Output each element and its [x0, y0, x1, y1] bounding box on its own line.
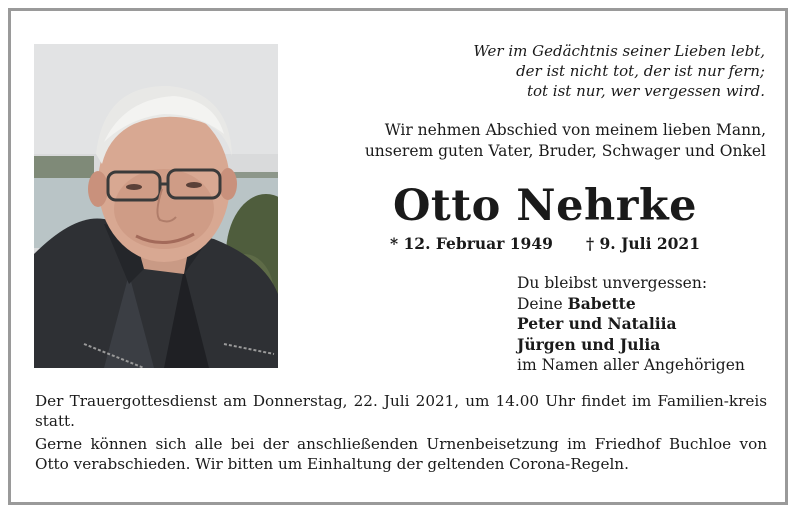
mourners-list: [517, 273, 777, 376]
notice-paragraph: Gerne können sich alle bei der anschließenden Urnenbeisetzung im Friedhof Buchloe von Otto verabschieden. Wir bitten um Einhaltung der geltenden Corona-Regeln.: [35, 435, 767, 473]
mourner-name: Babette: [567, 293, 636, 313]
quote-line: der ist nicht tot, der ist nur fern;: [516, 62, 765, 80]
mourner-line: Jürgen und Julia: [517, 334, 661, 354]
mourners-closing: im Namen aller Angehörigen: [517, 356, 745, 374]
portrait-photo: [34, 44, 278, 368]
mourner-line: Peter und Nataliia: [517, 314, 677, 333]
mourner-prefix: Deine: [517, 294, 563, 313]
service-notice: [35, 392, 767, 478]
death-date: † 9. Juli 2021: [586, 234, 700, 253]
intro-line: Wir nehmen Abschied von meinem lieben Mann,: [384, 121, 766, 139]
quote-line: tot ist nur, wer vergessen wird.: [526, 82, 765, 100]
memorial-quote: [420, 41, 765, 101]
birth-date: * 12. Februar 1949: [390, 234, 553, 253]
deceased-name: Otto Nehrke: [392, 181, 698, 231]
mourner-line: [517, 294, 777, 315]
mourners-heading: Du bleibst unvergessen:: [517, 274, 708, 292]
quote-line: Wer im Gedächtnis seiner Lieben lebt,: [473, 42, 765, 60]
farewell-intro: [296, 120, 766, 161]
intro-line: unserem guten Vater, Bruder, Schwager und Onkel: [364, 141, 766, 160]
notice-paragraph: Der Trauergottesdienst am Donnerstag, 22. Juli 2021, um 14.00 Uhr findet im Familien-kreis statt.: [35, 392, 767, 430]
